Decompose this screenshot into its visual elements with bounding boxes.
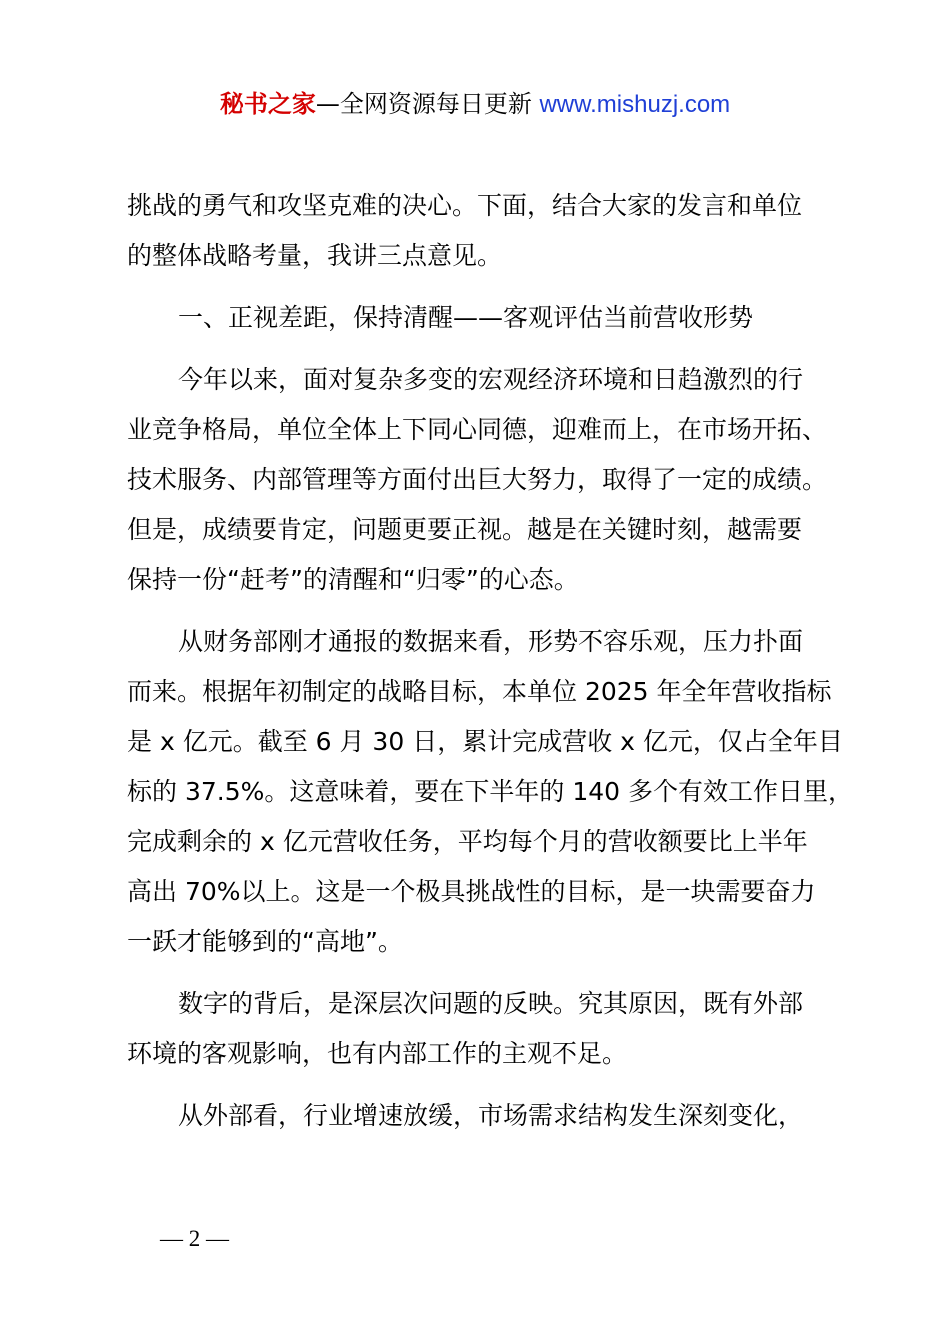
page-number: — 2 — xyxy=(160,1226,229,1251)
section-heading: 一、正视差距，保持清醒——客观评估当前营收形势 xyxy=(178,303,754,332)
document-body xyxy=(127,181,867,1141)
paragraph-continuation: 挑战的勇气和攻坚克难的决心。下面，结合大家的发言和单位 的整体战略考量，我讲三点意见。 xyxy=(127,191,803,270)
site-brand: 秘书之家 xyxy=(219,90,316,118)
site-url-link[interactable]: www.mishuzj.com xyxy=(539,91,731,118)
paragraph: 今年以来，面对复杂多变的宏观经济环境和日趋激烈的行 业竞争格局，单位全体上下同心同德，迎难而上，在市场开拓、 技术服务、内部管理等方面付出巨大努力，取得了一定的成绩。 但是，成绩要肯定，问题更要正视。越是在关键时刻，越需要 保持一份“赶考”的清醒和“归零”的心态。 xyxy=(127,365,828,594)
site-tagline: —全网资源每日更新 xyxy=(315,90,532,118)
paragraph: 数字的背后，是深层次问题的反映。究其原因，既有外部 环境的客观影响，也有内部工作的主观不足。 xyxy=(127,989,804,1068)
paragraph: 从财务部刚才通报的数据来看，形势不容乐观，压力扑面 而来。根据年初制定的战略目标，本单位 2025 年全年营收指标 是 x 亿元。截至 6 月 30 日，累计完成营收 x 亿元，仅占全年目 标的 37.5%。这意味着，要在下半年的 140 多个有效工作日里， 完成剩余的 x 亿元营收任务，平均每个月的营收额要比上半年 高出 70%以上。这是一个极具挑战性的目标，是一块需要奋力 一跃才能够到的“高地”。 xyxy=(127,627,853,956)
paragraph: 从外部看，行业增速放缓，市场需求结构发生深刻变化， xyxy=(178,1101,804,1130)
site-header xyxy=(0,86,950,123)
